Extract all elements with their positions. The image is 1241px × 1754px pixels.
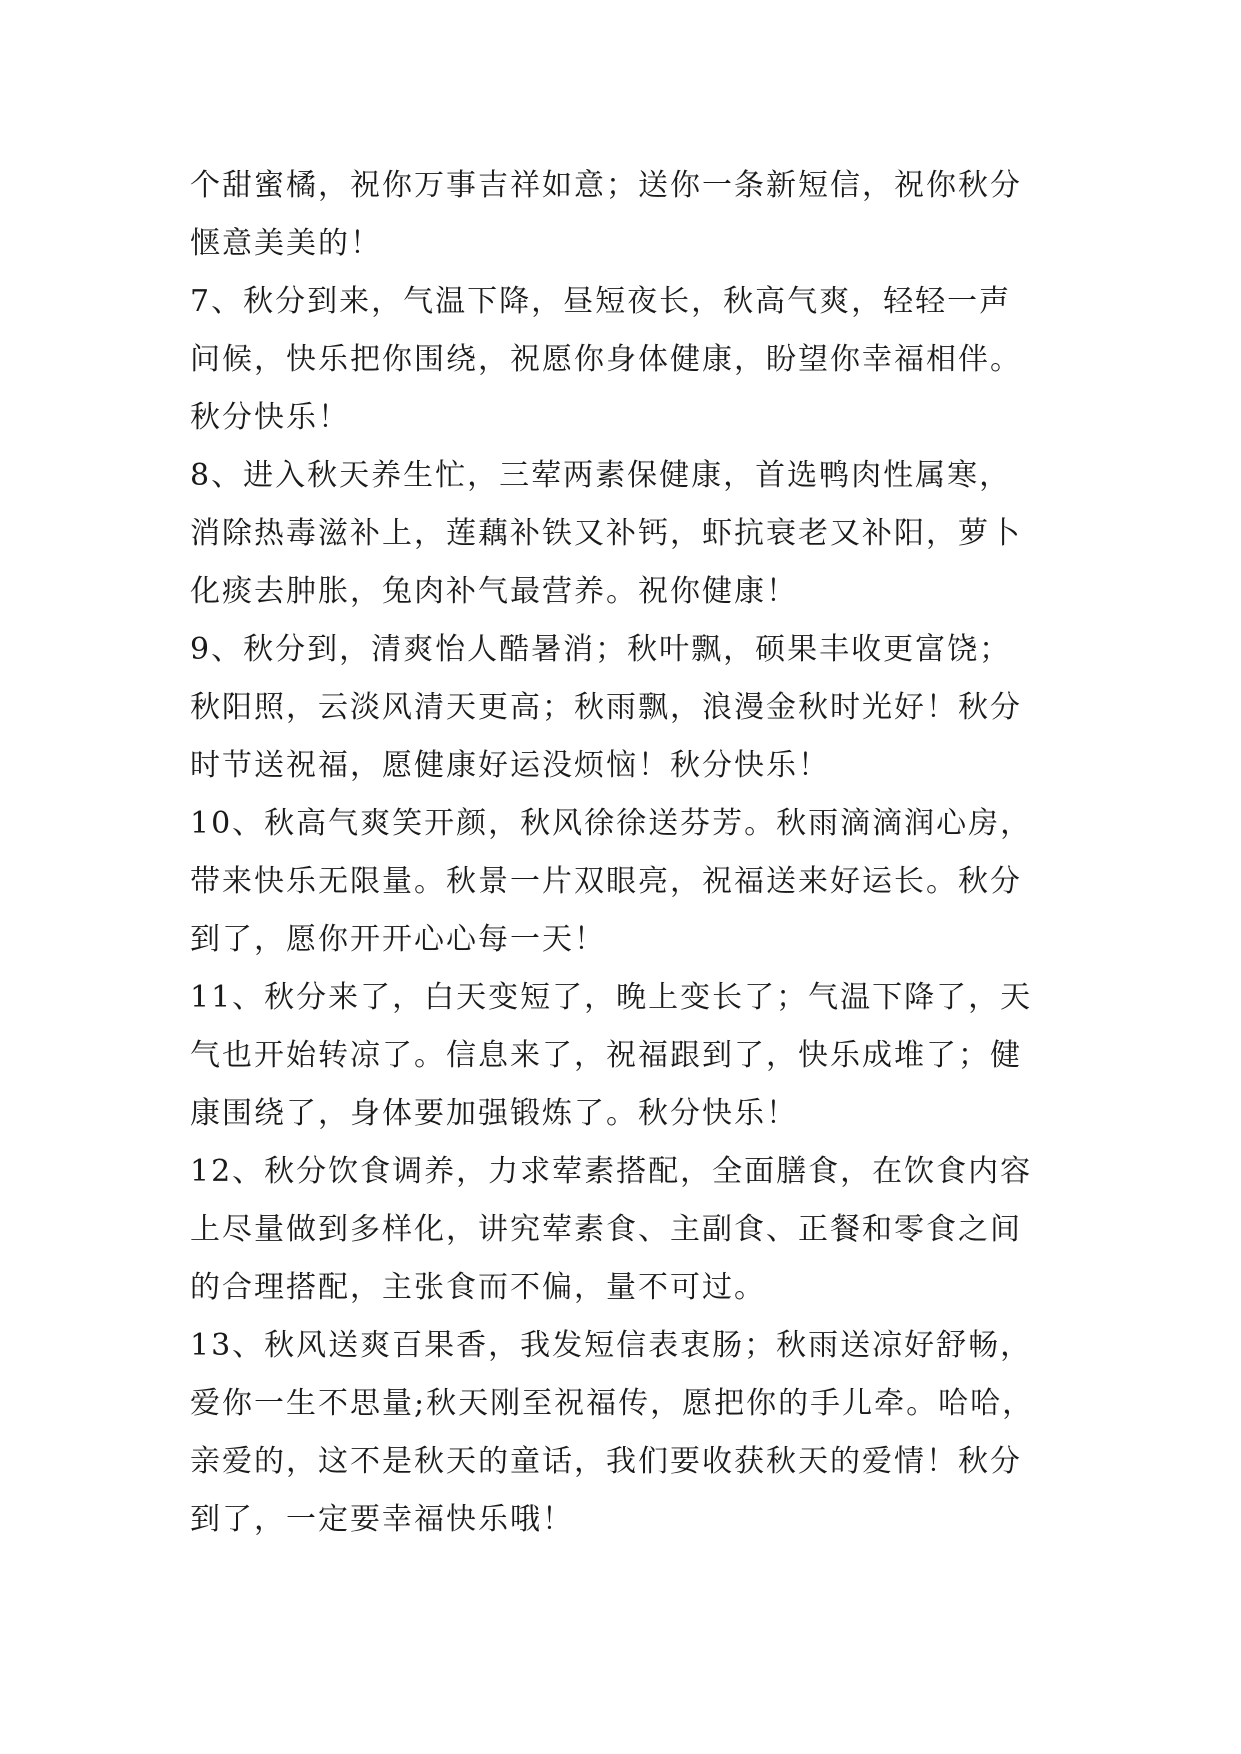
text-line: 11、秋分来了，白天变短了，晚上变长了；气温下降了，天 (190, 980, 1033, 1015)
text-line: 化痰去肿胀，兔肉补气最营养。祝你健康！ (190, 574, 798, 609)
text-line: 9、秋分到，清爽怡人酷暑消；秋叶飘，硕果丰收更富饶； (190, 632, 1012, 667)
text-line: 惬意美美的！ (190, 226, 382, 261)
text-line: 的合理搭配，主张食而不偏，量不可过。 (190, 1270, 766, 1305)
text-line: 13、秋风送爽百果香，我发短信表衷肠；秋雨送凉好舒畅， (190, 1328, 1033, 1363)
text-line: 爱你一生不思量;秋天刚至祝福传，愿把你的手儿牵。哈哈， (190, 1386, 1035, 1421)
text-line: 秋分快乐！ (190, 400, 350, 435)
text-line: 个甜蜜橘，祝你万事吉祥如意；送你一条新短信，祝你秋分 (190, 168, 1022, 203)
text-line: 12、秋分饮食调养，力求荤素搭配，全面膳食，在饮食内容 (190, 1154, 1033, 1189)
text-line: 带来快乐无限量。秋景一片双眼亮，祝福送来好运长。秋分 (190, 864, 1022, 899)
text-line: 消除热毒滋补上，莲藕补铁又补钙，虾抗衰老又补阳，萝卜 (190, 516, 1022, 551)
text-line: 上尽量做到多样化，讲究荤素食、主副食、正餐和零食之间 (190, 1212, 1022, 1247)
text-line: 问候，快乐把你围绕，祝愿你身体健康，盼望你幸福相伴。 (190, 342, 1022, 377)
text-line: 到了，一定要幸福快乐哦！ (190, 1502, 574, 1537)
text-line: 气也开始转凉了。信息来了，祝福跟到了，快乐成堆了；健 (190, 1038, 1022, 1073)
text-line: 到了，愿你开开心心每一天！ (190, 922, 606, 957)
text-line: 10、秋高气爽笑开颜，秋风徐徐送芬芳。秋雨滴滴润心房， (190, 806, 1033, 841)
text-line: 康围绕了，身体要加强锻炼了。秋分快乐！ (190, 1096, 798, 1131)
text-line: 亲爱的，这不是秋天的童话，我们要收获秋天的爱情！秋分 (190, 1444, 1022, 1479)
text-line: 7、秋分到来，气温下降，昼短夜长，秋高气爽，轻轻一声 (190, 284, 1012, 319)
text-line: 秋阳照，云淡风清天更高；秋雨飘，浪漫金秋时光好！秋分 (190, 690, 1022, 725)
text-line: 时节送祝福，愿健康好运没烦恼！秋分快乐！ (190, 748, 830, 783)
text-line: 8、进入秋天养生忙，三荤两素保健康，首选鸭肉性属寒， (190, 458, 1012, 493)
